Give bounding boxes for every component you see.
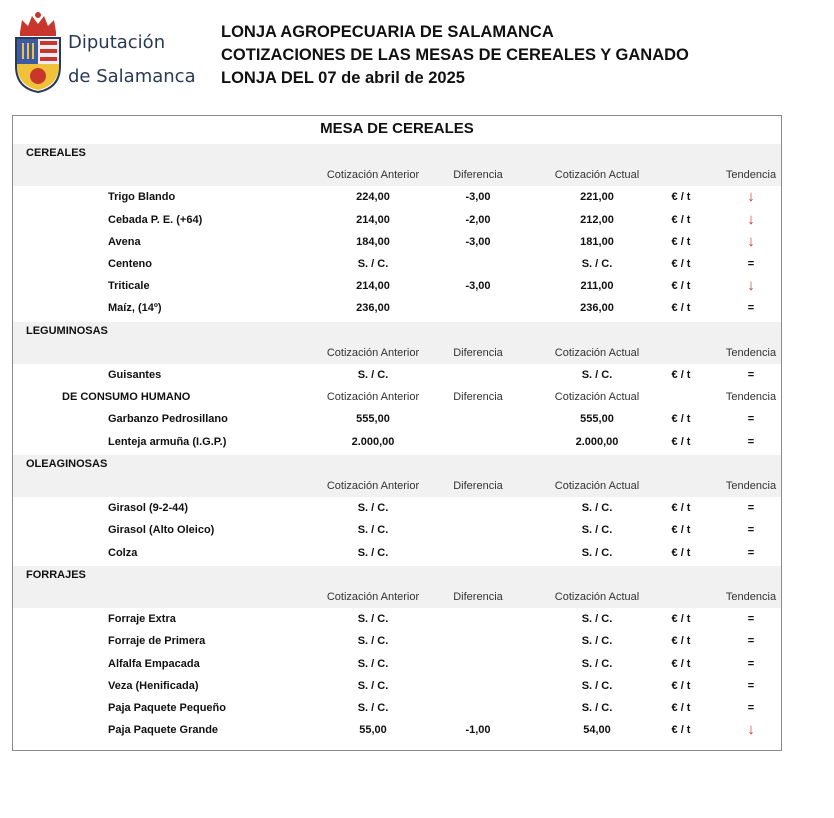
price-anterior: S. / C. (357, 657, 389, 670)
product-name: Maíz, (14º) (108, 302, 162, 315)
header-cotizacion-actual: Cotización Actual (554, 391, 640, 404)
product-name: Triticale (108, 280, 150, 293)
header-tendencia: Tendencia (725, 480, 777, 492)
price-diferencia: -1,00 (465, 724, 491, 737)
product-name: Colza (108, 546, 138, 559)
price-unit: € / t (671, 213, 691, 226)
price-anterior: 2.000,00 (351, 435, 395, 448)
price-actual: 211,00 (580, 280, 614, 293)
price-actual: 2.000,00 (575, 435, 619, 448)
table-row (13, 544, 781, 564)
product-name: Avena (108, 235, 141, 248)
price-diferencia: -2,00 (465, 213, 491, 226)
section-label: OLEAGINOSAS (26, 457, 108, 470)
price-actual: 181,00 (580, 235, 614, 248)
header-cotizacion-anterior: Cotización Anterior (326, 346, 420, 359)
price-actual: S. / C. (581, 702, 613, 714)
price-anterior: S. / C. (357, 679, 389, 692)
price-anterior: S. / C. (357, 613, 389, 626)
table-row (13, 211, 781, 231)
price-unit: € / t (671, 657, 691, 670)
price-actual: S. / C. (581, 635, 613, 648)
prices-table (12, 115, 782, 751)
header-cotizacion-actual: Cotización Actual (554, 169, 640, 182)
price-unit: € / t (671, 413, 691, 426)
table-row (13, 277, 781, 297)
header-cotizacion-anterior: Cotización Anterior (326, 391, 420, 404)
logo-line1: Diputación (68, 32, 166, 53)
header-cotizacion-anterior: Cotización Anterior (326, 591, 420, 603)
price-unit: € / t (671, 280, 691, 293)
section-row (13, 566, 781, 586)
trend-equal-icon: = (747, 413, 755, 426)
product-name: Trigo Blando (108, 191, 176, 204)
column-header-row (13, 388, 781, 408)
price-unit: € / t (671, 302, 691, 315)
table-row (13, 188, 781, 208)
table-row (13, 410, 781, 430)
section-label: CEREALES (26, 147, 86, 159)
price-unit: € / t (671, 369, 691, 381)
header-line2: COTIZACIONES DE LAS MESAS DE CEREALES Y GANADO (221, 46, 689, 64)
price-actual: S. / C. (581, 524, 613, 537)
header-line3: LONJA DEL 07 de abril de 2025 (221, 69, 465, 87)
product-name: Lenteja armuña (I.G.P.) (108, 435, 227, 448)
header-cotizacion-anterior: Cotización Anterior (326, 169, 420, 182)
product-name: Garbanzo Pedrosillano (108, 413, 228, 426)
diputacion-logo (10, 10, 195, 94)
price-unit: € / t (671, 524, 691, 537)
product-name: Centeno (108, 258, 152, 270)
trend-equal-icon: = (747, 546, 755, 559)
table-row (13, 655, 781, 675)
price-anterior: 184,00 (356, 235, 390, 248)
product-name: Cebada P. E. (+64) (108, 213, 203, 226)
price-anterior: S. / C. (357, 546, 389, 559)
header-diferencia: Diferencia (453, 480, 503, 492)
trend-down-arrow-icon: ↓ (747, 721, 755, 739)
price-actual: S. / C. (581, 679, 613, 692)
price-unit: € / t (671, 679, 691, 692)
section-row (13, 322, 781, 342)
header-tendencia: Tendencia (725, 346, 777, 359)
price-unit: € / t (671, 546, 691, 559)
price-anterior: 224,00 (356, 191, 390, 204)
section-label: FORRAJES (26, 568, 86, 581)
column-header-row (13, 588, 781, 608)
header-tendencia: Tendencia (725, 169, 777, 182)
table-row (13, 632, 781, 652)
table-row (13, 433, 781, 453)
header-cotizacion-actual: Cotización Actual (554, 591, 640, 603)
price-anterior: S. / C. (357, 502, 389, 515)
header-diferencia: Diferencia (453, 346, 503, 359)
price-anterior: 236,00 (356, 302, 390, 315)
column-header-row (13, 344, 781, 364)
table-row (13, 699, 781, 719)
product-name: Alfalfa Empacada (108, 657, 200, 670)
table-row (13, 366, 781, 386)
trend-equal-icon: = (747, 502, 755, 515)
table-row (13, 677, 781, 697)
price-unit: € / t (671, 613, 691, 626)
document-header (221, 21, 689, 90)
price-anterior: S. / C. (357, 635, 389, 648)
subsection-label: DE CONSUMO HUMANO (62, 391, 191, 404)
price-anterior: 55,00 (359, 724, 387, 737)
header-diferencia: Diferencia (453, 169, 503, 182)
table-row (13, 721, 781, 741)
price-anterior: 214,00 (356, 280, 390, 293)
product-name: Paja Paquete Pequeño (108, 702, 226, 714)
trend-equal-icon: = (747, 657, 755, 670)
price-actual: 221,00 (580, 191, 614, 204)
header-line1: LONJA AGROPECUARIA DE SALAMANCA (221, 23, 554, 41)
table-row (13, 499, 781, 519)
price-anterior: 555,00 (356, 413, 390, 426)
header-tendencia: Tendencia (725, 591, 777, 603)
trend-down-arrow-icon: ↓ (747, 232, 755, 250)
price-unit: € / t (671, 258, 691, 270)
header-tendencia: Tendencia (725, 391, 777, 404)
price-unit: € / t (671, 724, 691, 737)
price-actual: 236,00 (580, 302, 614, 315)
trend-equal-icon: = (747, 524, 755, 537)
price-actual: 555,00 (580, 413, 614, 426)
header-cotizacion-actual: Cotización Actual (554, 346, 640, 359)
column-header-row (13, 477, 781, 497)
trend-down-arrow-icon: ↓ (747, 277, 755, 295)
product-name: Girasol (9-2-44) (108, 502, 189, 515)
header-cotizacion-anterior: Cotización Anterior (326, 480, 420, 492)
trend-equal-icon: = (747, 679, 755, 692)
price-anterior: S. / C. (357, 258, 389, 270)
product-name: Veza (Henificada) (108, 679, 199, 692)
price-anterior: 214,00 (356, 213, 390, 226)
price-anterior: S. / C. (357, 369, 389, 381)
header-diferencia: Diferencia (453, 391, 503, 404)
price-actual: S. / C. (581, 502, 613, 515)
price-diferencia: -3,00 (465, 235, 491, 248)
logo-line2: de Salamanca (68, 66, 196, 87)
column-header-row (13, 166, 781, 186)
trend-equal-icon: = (747, 258, 755, 270)
price-unit: € / t (671, 435, 691, 448)
header-cotizacion-actual: Cotización Actual (554, 480, 640, 492)
section-label: LEGUMINOSAS (26, 324, 108, 337)
price-actual: S. / C. (581, 546, 613, 559)
price-unit: € / t (671, 191, 691, 204)
trend-equal-icon: = (747, 435, 755, 448)
price-unit: € / t (671, 235, 691, 248)
price-diferencia: -3,00 (465, 280, 491, 293)
coat-of-arms-icon (12, 10, 64, 94)
trend-equal-icon: = (747, 635, 755, 648)
price-actual: S. / C. (581, 613, 613, 626)
price-actual: S. / C. (581, 258, 613, 270)
price-unit: € / t (671, 635, 691, 648)
product-name: Paja Paquete Grande (108, 724, 219, 737)
price-actual: 212,00 (580, 213, 614, 226)
section-row (13, 144, 781, 164)
price-actual: S. / C. (581, 657, 613, 670)
trend-equal-icon: = (747, 369, 755, 381)
price-anterior: S. / C. (357, 524, 389, 537)
price-actual: 54,00 (583, 724, 611, 737)
trend-equal-icon: = (747, 302, 755, 315)
product-name: Girasol (Alto Oleico) (108, 524, 215, 537)
table-row (13, 233, 781, 253)
trend-equal-icon: = (747, 702, 755, 714)
table-row (13, 255, 781, 275)
table-row (13, 521, 781, 541)
trend-equal-icon: = (747, 613, 755, 626)
product-name: Guisantes (108, 369, 162, 381)
product-name: Forraje Extra (108, 613, 176, 626)
trend-down-arrow-icon: ↓ (747, 188, 755, 206)
price-anterior: S. / C. (357, 702, 389, 714)
trend-down-arrow-icon: ↓ (747, 210, 755, 228)
product-name: Forraje de Primera (108, 635, 206, 648)
price-actual: S. / C. (581, 369, 613, 381)
price-diferencia: -3,00 (465, 191, 491, 204)
table-row (13, 610, 781, 630)
header-diferencia: Diferencia (453, 591, 503, 603)
table-row (13, 299, 781, 319)
table-title: MESA DE CEREALES (320, 120, 474, 137)
price-unit: € / t (671, 502, 691, 515)
price-unit: € / t (671, 702, 691, 714)
section-row (13, 455, 781, 475)
